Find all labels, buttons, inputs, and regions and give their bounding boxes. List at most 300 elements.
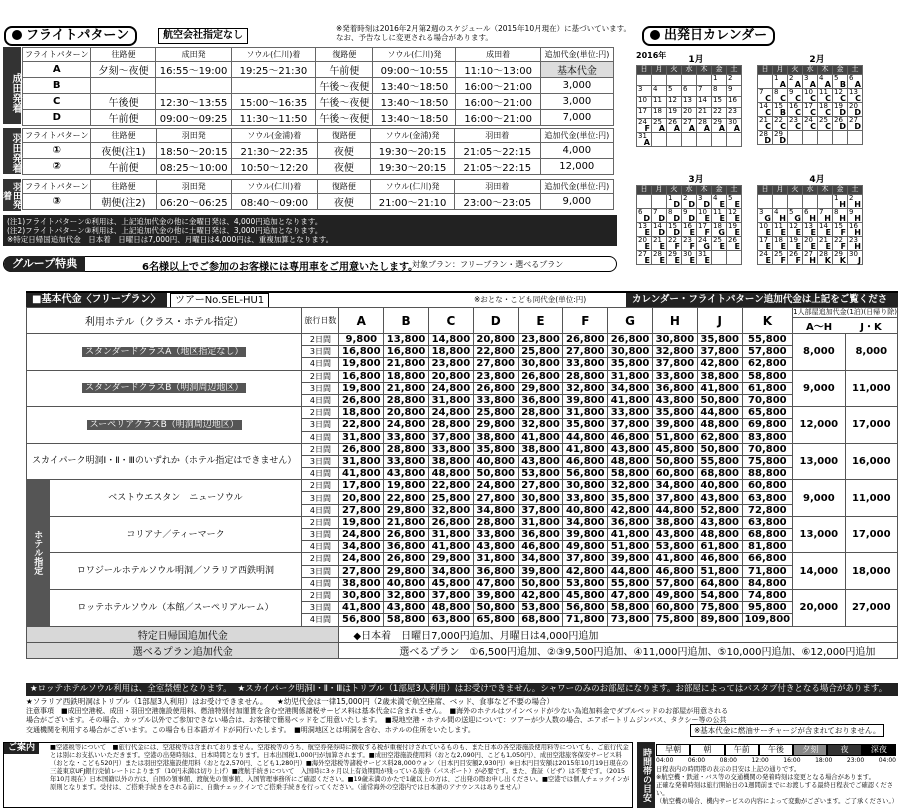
calendar-day[interactable]: 25 A: [653, 118, 665, 133]
price-cell: 33,800: [563, 492, 608, 504]
flight-cell: 午後〜夜便: [316, 110, 373, 126]
hotel-name: スタンダードクラスB（明洞周辺地区）: [27, 370, 302, 407]
calendar-day[interactable]: [652, 133, 667, 147]
price-cell: 34,800: [563, 516, 608, 528]
price-cell: 38,800: [518, 443, 563, 455]
calendar-day[interactable]: [697, 133, 712, 147]
calendar-day[interactable]: 9 D: [683, 208, 695, 223]
calendar-day[interactable]: 15 B: [774, 102, 786, 117]
calendar-day[interactable]: 13 E: [804, 222, 816, 237]
price-cell: 32,800: [563, 382, 608, 394]
calendar-day[interactable]: 13 E: [638, 222, 650, 237]
flight-col-header: フライトパターン: [23, 180, 91, 194]
price-cell: 60,800: [652, 468, 697, 480]
calendar-day[interactable]: 28 A: [698, 118, 710, 133]
single-supplement-ah: 12,000: [793, 407, 845, 444]
price-cell: 19,800: [384, 480, 429, 492]
price-cell: 33,800: [384, 431, 429, 443]
calendar-day[interactable]: [727, 251, 742, 265]
price-cell: 39,800: [518, 565, 563, 577]
calendar-note: カレンダー・フライトパターン追加代金は上記をご覧くださ: [626, 293, 898, 321]
price-cell: 53,800: [563, 577, 608, 589]
calendar-day[interactable]: 19 D: [834, 102, 846, 117]
calendar-day[interactable]: [682, 75, 697, 86]
calendar-day[interactable]: 22 F: [834, 236, 846, 251]
flight-cell: 13:40〜18:50: [373, 110, 456, 126]
trip-days: 2日間: [302, 407, 339, 419]
calendar-day[interactable]: [788, 195, 803, 209]
trip-days: 3日間: [302, 419, 339, 431]
calendar-day[interactable]: 24 C: [804, 116, 816, 131]
flight-cell: 9,000: [540, 194, 613, 210]
calendar-day[interactable]: 20 E: [804, 236, 816, 251]
time-tick: 04:00: [656, 757, 674, 764]
calendar-day[interactable]: 27 D: [849, 116, 861, 131]
calendar-day[interactable]: 23 H: [849, 236, 861, 251]
calendar-day[interactable]: 17 F: [698, 222, 710, 237]
calendar-day[interactable]: 15 F: [834, 222, 846, 237]
group-title: グループ特典: [4, 256, 85, 272]
flight-col-header: 往路便: [91, 129, 156, 143]
price-cell: 72,800: [742, 504, 793, 516]
price-cell: 46,800: [608, 431, 653, 443]
calendar-day[interactable]: [803, 131, 818, 145]
flight-cell: C: [23, 94, 91, 110]
pattern-col-header: A: [339, 308, 384, 334]
calendar-day[interactable]: 19 E: [728, 222, 740, 237]
calendar-day[interactable]: 10 E: [698, 208, 710, 223]
hotel-name: スタンダードクラスA（地区指定なし）: [27, 334, 302, 371]
calendar-day[interactable]: 1: [712, 75, 727, 86]
time-slot: 午前: [725, 744, 759, 756]
flight-col-header: 復路便: [317, 180, 370, 194]
price-cell: 51,800: [652, 431, 697, 443]
flight-cell: 11:10〜13:00: [456, 62, 540, 78]
calendar-day[interactable]: 27 H: [804, 250, 816, 265]
calendar-day[interactable]: 24 E: [759, 250, 771, 265]
price-cell: 50,800: [473, 468, 518, 480]
calendar-day[interactable]: 29 K: [834, 250, 846, 265]
price-row: [27, 589, 898, 601]
calendar-day[interactable]: [818, 195, 833, 209]
price-cell: 25,800: [473, 407, 518, 419]
price-cell: 26,800: [384, 553, 429, 565]
calendar-day[interactable]: 19 E: [789, 236, 801, 251]
calendar-day[interactable]: 10 C: [804, 88, 816, 103]
calendar-day[interactable]: 25 E: [713, 236, 725, 251]
price-cell: 26,800: [563, 334, 608, 346]
weekday-header: 月: [652, 186, 667, 195]
calendar-day[interactable]: 6: [682, 86, 697, 97]
price-cell: 50,800: [697, 394, 742, 406]
flight-col-header: 羽田着: [454, 129, 540, 143]
calendar-day[interactable]: [758, 75, 773, 89]
price-unit-note: ※おとな・こども同代金(単位:円): [474, 295, 587, 304]
price-cell: 9,800: [339, 334, 384, 346]
price-cell: 24,800: [339, 529, 384, 541]
price-cell: 54,800: [697, 589, 742, 601]
price-cell: 30,800: [518, 358, 563, 370]
single-supplement-jk: 17,000: [845, 407, 897, 444]
special-return-text: ◆日本着 日曜日7,000円追加、月曜日は4,000円追加: [339, 626, 898, 642]
price-row: [27, 480, 898, 492]
calendar-day[interactable]: 16 C: [789, 102, 801, 117]
price-cell: 38,800: [473, 431, 518, 443]
calendar-day[interactable]: [758, 195, 773, 209]
trip-days: 2日間: [302, 443, 339, 455]
calendar-day[interactable]: 11 E: [713, 208, 725, 223]
calendar-day[interactable]: [712, 251, 727, 265]
price-cell: 16,800: [384, 346, 429, 358]
calendar-day[interactable]: 31 A: [638, 132, 650, 147]
price-cell: 40,800: [563, 504, 608, 516]
time-tick: 04:00: [878, 757, 896, 764]
price-cell: 30,800: [339, 589, 384, 601]
calendar-day[interactable]: 30 E: [683, 250, 695, 265]
price-table: [26, 307, 898, 659]
time-slot: 早朝: [656, 744, 690, 756]
trip-days: 2日間: [302, 589, 339, 601]
calendar-day[interactable]: 23: [727, 108, 742, 119]
calendar-day[interactable]: 12 E: [789, 222, 801, 237]
calendar-day[interactable]: 12 C: [834, 88, 846, 103]
calendar-day[interactable]: 18 E: [774, 236, 786, 251]
calendar-day[interactable]: 3 A: [804, 74, 816, 89]
calendar-day[interactable]: [667, 75, 682, 86]
price-cell: 34,800: [473, 504, 518, 516]
flight-cell: 13:40〜18:50: [373, 78, 456, 94]
calendar-day[interactable]: 20 E: [638, 236, 650, 251]
calendar-day[interactable]: 10 E: [759, 222, 771, 237]
calendar-day[interactable]: 10: [637, 97, 652, 108]
trip-days: 2日間: [302, 334, 339, 346]
weekday-header: 木: [697, 66, 712, 75]
price-cell: 53,800: [518, 602, 563, 614]
calendar-day[interactable]: 18 G: [713, 222, 725, 237]
trip-days: 3日間: [302, 346, 339, 358]
calendar-day[interactable]: 6 H: [804, 208, 816, 223]
price-cell: 41,800: [563, 443, 608, 455]
calendar-day[interactable]: 14 D: [653, 222, 665, 237]
calendar-day[interactable]: 15 D: [668, 222, 680, 237]
flight-col-header: 羽田発: [156, 129, 231, 143]
calendar-day[interactable]: 3: [637, 86, 652, 97]
calendar-day[interactable]: 15: [712, 97, 727, 108]
flight-row: [23, 143, 614, 159]
calendar-day[interactable]: 7 D: [653, 208, 665, 223]
calendar-day[interactable]: 17: [637, 108, 652, 119]
pattern-col-header: E: [518, 308, 563, 334]
price-cell: 20,800: [339, 492, 384, 504]
calendar-day[interactable]: 1 A: [774, 74, 786, 89]
calendar-day[interactable]: 22: [712, 108, 727, 119]
time-slot: 夜: [827, 744, 861, 756]
flight-cell: 夜便: [317, 159, 370, 175]
calendar-day[interactable]: 16 H: [849, 222, 861, 237]
price-cell: 56,800: [563, 468, 608, 480]
calendar-day[interactable]: 4 A: [819, 74, 831, 89]
flight-col-header: 成田着: [456, 48, 540, 62]
price-cell: 62,800: [742, 358, 793, 370]
calendar-day[interactable]: 4 H: [774, 208, 786, 223]
calendar-day[interactable]: [712, 133, 727, 147]
calendar-day[interactable]: 26 A: [668, 118, 680, 133]
calendar-day[interactable]: 18: [652, 108, 667, 119]
weekday-header: 水: [682, 66, 697, 75]
flight-pattern-heading: フライトパターン: [4, 26, 137, 46]
price-cell: 44,800: [608, 565, 653, 577]
calendar-day[interactable]: 21 C: [759, 116, 771, 131]
calendar-day[interactable]: 4: [652, 86, 667, 97]
trip-days: 4日間: [302, 468, 339, 480]
calendar-day[interactable]: [652, 195, 667, 209]
calendar-day[interactable]: [833, 131, 848, 145]
flight-col-header: 追加代金(単位:円): [540, 129, 613, 143]
calendar-day[interactable]: 20 D: [849, 102, 861, 117]
calendar-day[interactable]: 14 C: [759, 102, 771, 117]
calendar-day[interactable]: 23 C: [789, 116, 801, 131]
calendar-day[interactable]: 16 E: [683, 222, 695, 237]
calendar-day[interactable]: 5 G: [789, 208, 801, 223]
calendar-day[interactable]: 13: [682, 97, 697, 108]
calendar-day[interactable]: [667, 133, 682, 147]
price-cell: 41,800: [652, 553, 697, 565]
price-cell: 37,800: [429, 431, 474, 443]
price-cell: 35,800: [608, 358, 653, 370]
price-cell: 44,800: [652, 504, 697, 516]
calendar-day[interactable]: 7 H: [819, 208, 831, 223]
single-supplement-jk: 8,000: [845, 334, 897, 371]
notes-block: ★ソラリア西鉄明洞はトリプル（1部屋3人利用）はお受けできません。 ★幼児代金は一律15,000円（2歳未満で航空座席、ベッド、食事など不要の場合） 注意事項 ■成田空港税、成田・羽田空港施設使用料、燃油特別付加運賃を含む空港関係諸税サービス料は基本代金に含まれません。 ■海外のホテルはツインベッドが少ない為追加料金でダブルベッドのお部屋が用意される 場合がございます。その場合、カップル以外でご参加できない場合は、お客様で簡易ベッドをご用意いたします。 ■現地空港・ホテル間の送迎について：ツアーが少人数の場合、エアポートリムジンバス、タクシー等の公共 交通機関を利用する場合がございます。この場合も日本語ガイドが同行いたします。 ■明洞地区とは明洞を含む、ホテルの住所をいたします。: [26, 697, 729, 734]
flight-cell: 11:30〜11:50: [231, 110, 315, 126]
price-cell: 43,800: [518, 455, 563, 467]
flight-cell: 夜便(注1): [91, 143, 156, 159]
price-cell: 28,800: [563, 370, 608, 382]
weekday-header: 土: [727, 66, 742, 75]
flight-cell: 午後〜夜便: [316, 94, 373, 110]
price-cell: 61,800: [742, 382, 793, 394]
calendar-day[interactable]: 21 E: [819, 236, 831, 251]
calendar-day[interactable]: 17 E: [759, 236, 771, 251]
calendar-day[interactable]: 29 A: [713, 118, 725, 133]
calendar-day[interactable]: 2 H: [849, 194, 861, 209]
calendar-day[interactable]: 2 D: [683, 194, 695, 209]
calendar-day[interactable]: 17 C: [804, 102, 816, 117]
calendar-day[interactable]: 19: [667, 108, 682, 119]
calendar-day[interactable]: 22 C: [774, 116, 786, 131]
calendar-day[interactable]: 2 A: [789, 74, 801, 89]
calendar-day[interactable]: 31 E: [698, 250, 710, 265]
trip-days: 3日間: [302, 602, 339, 614]
calendar-day[interactable]: 16: [727, 97, 742, 108]
calendar-day[interactable]: 21 E: [653, 236, 665, 251]
single-supplement-ah: 8,000: [793, 334, 845, 371]
flight-col-header: 追加代金(単位:円): [540, 48, 613, 62]
calendar-day[interactable]: [727, 133, 742, 147]
price-cell: 22,800: [473, 346, 518, 358]
price-cell: 29,800: [473, 419, 518, 431]
calendar-day[interactable]: 24 G: [698, 236, 710, 251]
price-cell: 50,800: [652, 455, 697, 467]
price-cell: 44,800: [697, 407, 742, 419]
calendar-day[interactable]: 26 E: [728, 236, 740, 251]
calendar-day[interactable]: 8 D: [668, 208, 680, 223]
calendar-day[interactable]: 14 E: [819, 222, 831, 237]
calendar-day[interactable]: [773, 195, 788, 209]
calendar-day[interactable]: 1 D: [668, 194, 680, 209]
calendar-day[interactable]: 27 A: [683, 118, 695, 133]
calendar-day[interactable]: [637, 195, 652, 209]
time-ticks: [656, 757, 896, 765]
price-cell: 21,800: [384, 516, 429, 528]
pattern-col-header: D: [473, 308, 518, 334]
calendar-day[interactable]: [682, 133, 697, 147]
time-tick: 12:00: [751, 757, 769, 764]
flight-col-header: ソウル(仁川)着: [231, 180, 317, 194]
price-cell: 44,800: [563, 431, 608, 443]
calendar-day[interactable]: 6 A: [849, 74, 861, 89]
flight-cell: 08:40〜09:00: [231, 194, 317, 210]
calendar-day[interactable]: 24 F: [638, 118, 650, 133]
price-cell: 48,800: [697, 529, 742, 541]
price-cell: 34,800: [339, 541, 384, 553]
info-title: ご案内: [4, 743, 39, 754]
calendar-day[interactable]: 8 H: [834, 208, 846, 223]
price-cell: 33,800: [473, 529, 518, 541]
flight-cell: 7,000: [540, 110, 613, 126]
trip-days: 3日間: [302, 529, 339, 541]
time-slot: 深夜: [862, 744, 896, 756]
price-cell: 31,800: [473, 553, 518, 565]
calendar-day[interactable]: 26 D: [834, 116, 846, 131]
hotel-name: ロッテホテルソウル（本館／スーペリアルーム）: [49, 589, 302, 626]
calendar-day[interactable]: 7: [697, 86, 712, 97]
price-cell: 32,800: [384, 589, 429, 601]
trip-days: 4日間: [302, 504, 339, 516]
calendar-day[interactable]: 9 H: [849, 208, 861, 223]
calendar-day[interactable]: 5 B: [834, 74, 846, 89]
group-text: 6名様以上でご参加のお客様には専用車をご用意いたします。: [142, 262, 419, 273]
notice-bar: ★ロッテホテルソウル利用は、全室禁煙となります。 ★スカイパーク明洞Ⅰ・Ⅱ・Ⅲはトリプル（1部屋3人利用）はお受けできません。シャワーのみのお部屋になります。お部屋によってはバスタブ付きとなる場合があります。: [26, 683, 898, 696]
flight-cell: 16:00〜21:00: [456, 110, 540, 126]
calendar-day[interactable]: 12 E: [728, 208, 740, 223]
calendar-day[interactable]: 28 E: [653, 250, 665, 265]
price-cell: 58,800: [608, 468, 653, 480]
calendar-day[interactable]: 21: [697, 108, 712, 119]
calendar-day[interactable]: 1 H: [834, 194, 846, 209]
calendar-day[interactable]: 3 D: [698, 194, 710, 209]
calendar-day[interactable]: 23 F: [683, 236, 695, 251]
calendar-day[interactable]: 9 C: [789, 88, 801, 103]
calendar-day[interactable]: 30 J: [849, 250, 861, 265]
pattern-col-header: C: [429, 308, 474, 334]
calendar-day[interactable]: [848, 131, 863, 145]
haneda-side-label-2: 羽田発着: [3, 179, 21, 211]
calendar-day[interactable]: 26 F: [789, 250, 801, 265]
price-cell: 64,800: [697, 577, 742, 589]
price-cell: 75,800: [742, 455, 793, 467]
flight-cell: [156, 78, 231, 94]
calendar-day[interactable]: 29 E: [668, 250, 680, 265]
calendar-day[interactable]: 3 G: [759, 208, 771, 223]
price-cell: 35,800: [652, 407, 697, 419]
flight-col-header: ソウル(金浦)着: [231, 129, 317, 143]
calendar-day[interactable]: 25 F: [774, 250, 786, 265]
price-cell: 36,800: [473, 565, 518, 577]
hotel-designated-label: ホテル指定: [27, 480, 50, 626]
calendar-day[interactable]: 11 C: [819, 88, 831, 103]
flight-cell: 16:55〜19:00: [156, 62, 231, 78]
calendar-day[interactable]: [697, 75, 712, 86]
time-tick: 23:00: [846, 757, 865, 764]
flight-cell: ③: [23, 194, 91, 210]
calendar-day[interactable]: 20: [682, 108, 697, 119]
calendar-day[interactable]: 11 E: [774, 222, 786, 237]
calendar-day[interactable]: 29 D: [774, 130, 786, 145]
calendar-day[interactable]: 5 E: [728, 194, 740, 209]
calendar-day[interactable]: 18 C: [819, 102, 831, 117]
calendar-day[interactable]: [818, 131, 833, 145]
weekday-header: 土: [848, 66, 863, 75]
hotel-name: ロワジールホテルソウル明洞／ソラリア西鉄明洞: [49, 553, 302, 590]
calendar-day[interactable]: [803, 195, 818, 209]
calendar-day[interactable]: 30 A: [728, 118, 740, 133]
flight-cell: 21:30〜22:35: [231, 143, 317, 159]
price-cell: 55,800: [742, 334, 793, 346]
calendar-day[interactable]: 22 F: [668, 236, 680, 251]
price-cell: 89,800: [697, 614, 742, 626]
flight-cell: 12:30〜13:55: [156, 94, 231, 110]
calendar-day[interactable]: 6 D: [638, 208, 650, 223]
price-cell: 55,800: [697, 455, 742, 467]
calendar-day[interactable]: 5: [667, 86, 682, 97]
calendar-day[interactable]: 13 C: [849, 88, 861, 103]
price-cell: 43,800: [652, 529, 697, 541]
calendar-day[interactable]: 28 D: [759, 130, 771, 145]
calendar-day[interactable]: 7 C: [759, 88, 771, 103]
flight-cell: 19:25〜21:30: [231, 62, 315, 78]
flight-row: [23, 110, 614, 126]
flight-cell: A: [23, 62, 91, 78]
calendar-day[interactable]: [652, 75, 667, 86]
price-cell: 41,800: [429, 541, 474, 553]
calendar-day[interactable]: 27 E: [638, 250, 650, 265]
calendar-day[interactable]: 4 E: [713, 194, 725, 209]
flight-cell: [91, 78, 156, 94]
calendar-day[interactable]: 25 C: [819, 116, 831, 131]
calendar-day[interactable]: 8 C: [774, 88, 786, 103]
flight-col-header: ソウル(仁川)発: [371, 180, 455, 194]
calendar-day[interactable]: 8: [712, 86, 727, 97]
calendar-day[interactable]: 11: [652, 97, 667, 108]
price-cell: 19,800: [339, 358, 384, 370]
price-cell: 13,800: [384, 334, 429, 346]
price-cell: 16,800: [339, 346, 384, 358]
flight-col-header: 羽田発: [156, 180, 231, 194]
price-cell: 31,800: [339, 455, 384, 467]
calendar-day[interactable]: 28 K: [819, 250, 831, 265]
calendar-day[interactable]: 2: [727, 75, 742, 86]
price-cell: 30,800: [608, 346, 653, 358]
calendar-day[interactable]: 9: [727, 86, 742, 97]
calendar-day[interactable]: [788, 131, 803, 145]
calendar-day[interactable]: 14: [697, 97, 712, 108]
calendar-day[interactable]: 12: [667, 97, 682, 108]
weekday-header: 火: [667, 186, 682, 195]
price-cell: 24,800: [429, 407, 474, 419]
price-cell: 32,800: [429, 504, 474, 516]
calendar-day[interactable]: [637, 75, 652, 86]
